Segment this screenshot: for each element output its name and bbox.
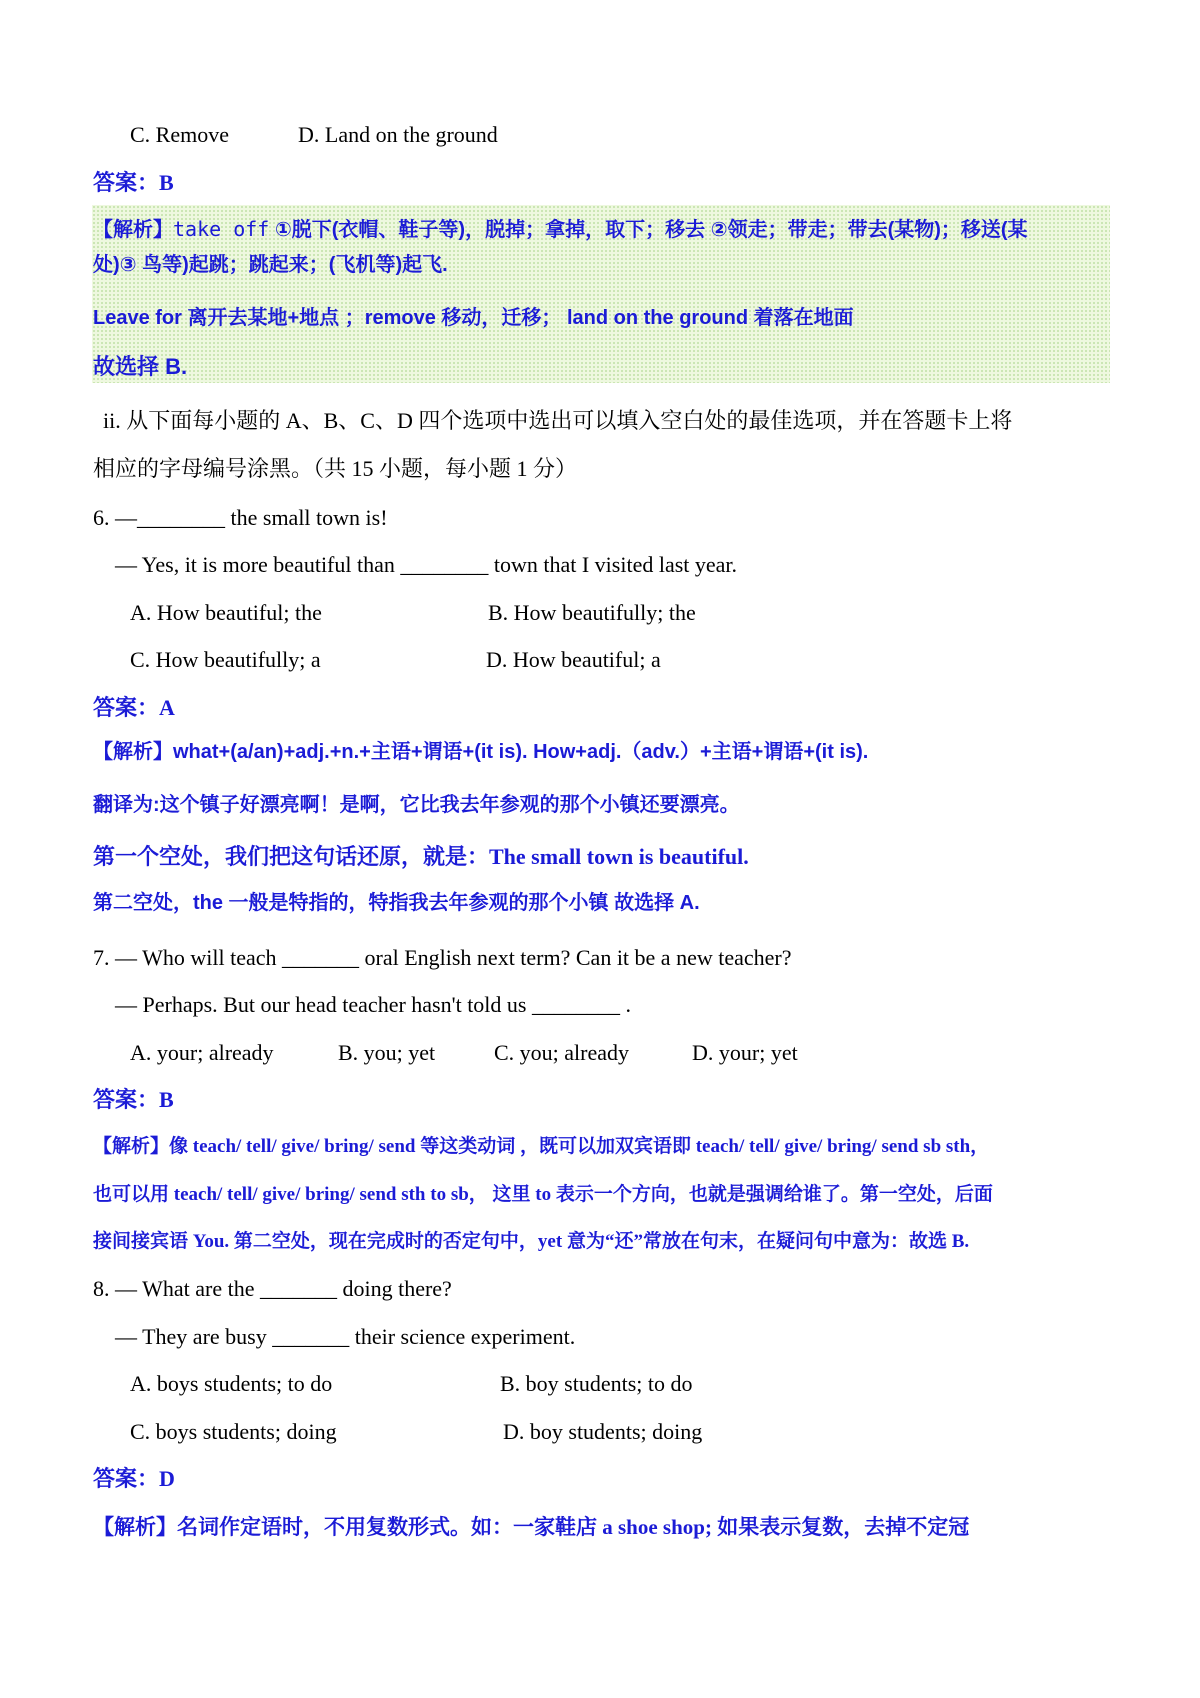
- q8-answer: 答案：D: [93, 1466, 175, 1491]
- q8-option-b: B. boy students; to do: [500, 1371, 693, 1396]
- q5-expl-text: ①脱下(衣帽、鞋子等)，脱掉；拿掉，取下；移去 ②领走；带走；带去(某物)；移送(某: [274, 219, 1028, 241]
- q7-option-b: B. you; yet: [338, 1040, 436, 1065]
- q8-option-c: C. boys students; doing: [130, 1419, 337, 1444]
- q6-stem-1: 6. —________ the small town is!: [93, 505, 388, 530]
- q6-expl-line-4: 第二空处，the 一般是特指的，特指我去年参观的那个小镇 故选择 A.: [93, 892, 700, 914]
- q5-option-d: D. Land on the ground: [298, 122, 498, 147]
- section-ii-instruction-1: ii. 从下面每小题的 A、B、C、D 四个选项中选出可以填入空白处的最佳选项，并在答题卡上将: [103, 408, 1013, 433]
- q5-expl-line-3: Leave for 离开去某地+地点 ；remove 移动，迁移； land on the ground 着落在地面: [93, 307, 854, 329]
- q7-stem-2: — Perhaps. But our head teacher hasn't told us ________ .: [115, 992, 631, 1017]
- q7-option-c: C. you; already: [494, 1040, 630, 1065]
- q8-option-d: D. boy students; doing: [503, 1419, 703, 1444]
- q8-option-a: A. boys students; to do: [130, 1371, 333, 1396]
- q6-expl-line-2: 翻译为:这个镇子好漂亮啊！是啊，它比我去年参观的那个小镇还要漂亮。: [93, 794, 740, 816]
- q5-expl-label: 【解析】: [93, 219, 173, 241]
- q8-expl-line-1: 【解析】名词作定语时，不用复数形式。如：一家鞋店 a shoe shop; 如果表示复数，去掉不定冠: [93, 1515, 970, 1539]
- q7-option-a: A. your; already: [130, 1040, 274, 1065]
- q6-expl-line-1: 【解析】what+(a/an)+adj.+n.+主语+谓语+(it is). How+adj.（adv.）+主语+谓语+(it is).: [93, 741, 869, 763]
- q5-option-c: C. Remove: [130, 122, 229, 147]
- section-ii-instruction-2: 相应的字母编号涂黑。（共 15 小题，每小题 1 分）: [93, 456, 578, 481]
- q6-expl-line-3: 第一个空处，我们把这句话还原，就是：The small town is beautiful.: [93, 844, 749, 869]
- q5-answer: 答案：B: [93, 170, 174, 195]
- q6-answer: 答案：A: [93, 695, 175, 720]
- q7-answer: 答案：B: [93, 1087, 174, 1112]
- q5-expl-line-2: 处)③ 鸟等)起跳；跳起来；(飞机等)起飞.: [93, 254, 448, 276]
- q7-expl-line-1: 【解析】像 teach/ tell/ give/ bring/ send 等这类动词 ，既可以加双宾语即 teach/ tell/ give/ bring/ send sb sth，: [93, 1136, 990, 1157]
- q7-expl-line-2: 也可以用 teach/ tell/ give/ bring/ send sth to sb， 这里 to 表示一个方向，也就是强调给谁了。第一空处，后面: [93, 1184, 993, 1205]
- q6-stem-2: — Yes, it is more beautiful than ________ town that I visited last year.: [115, 552, 738, 577]
- q6-option-b: B. How beautifully; the: [488, 600, 696, 625]
- q6-option-c: C. How beautifully; a: [130, 647, 321, 672]
- q7-stem-1: 7. — Who will teach _______ oral English next term? Can it be a new teacher?: [93, 945, 792, 970]
- q5-expl-term: take off: [173, 217, 270, 241]
- q8-stem-2: — They are busy _______ their science experiment.: [115, 1324, 576, 1349]
- q5-expl-line-4: 故选择 B.: [93, 354, 188, 379]
- q7-expl-line-3: 接间接宾语 You. 第二空处，现在完成时的否定句中，yet 意为“还”常放在句末，在疑问句中意为：故选 B.: [93, 1231, 970, 1252]
- q7-option-d: D. your; yet: [692, 1040, 798, 1065]
- q5-expl-line-1: [93, 214, 1028, 245]
- q6-option-d: D. How beautiful; a: [486, 647, 661, 672]
- q6-option-a: A. How beautiful; the: [130, 600, 322, 625]
- q8-stem-1: 8. — What are the _______ doing there?: [93, 1276, 452, 1301]
